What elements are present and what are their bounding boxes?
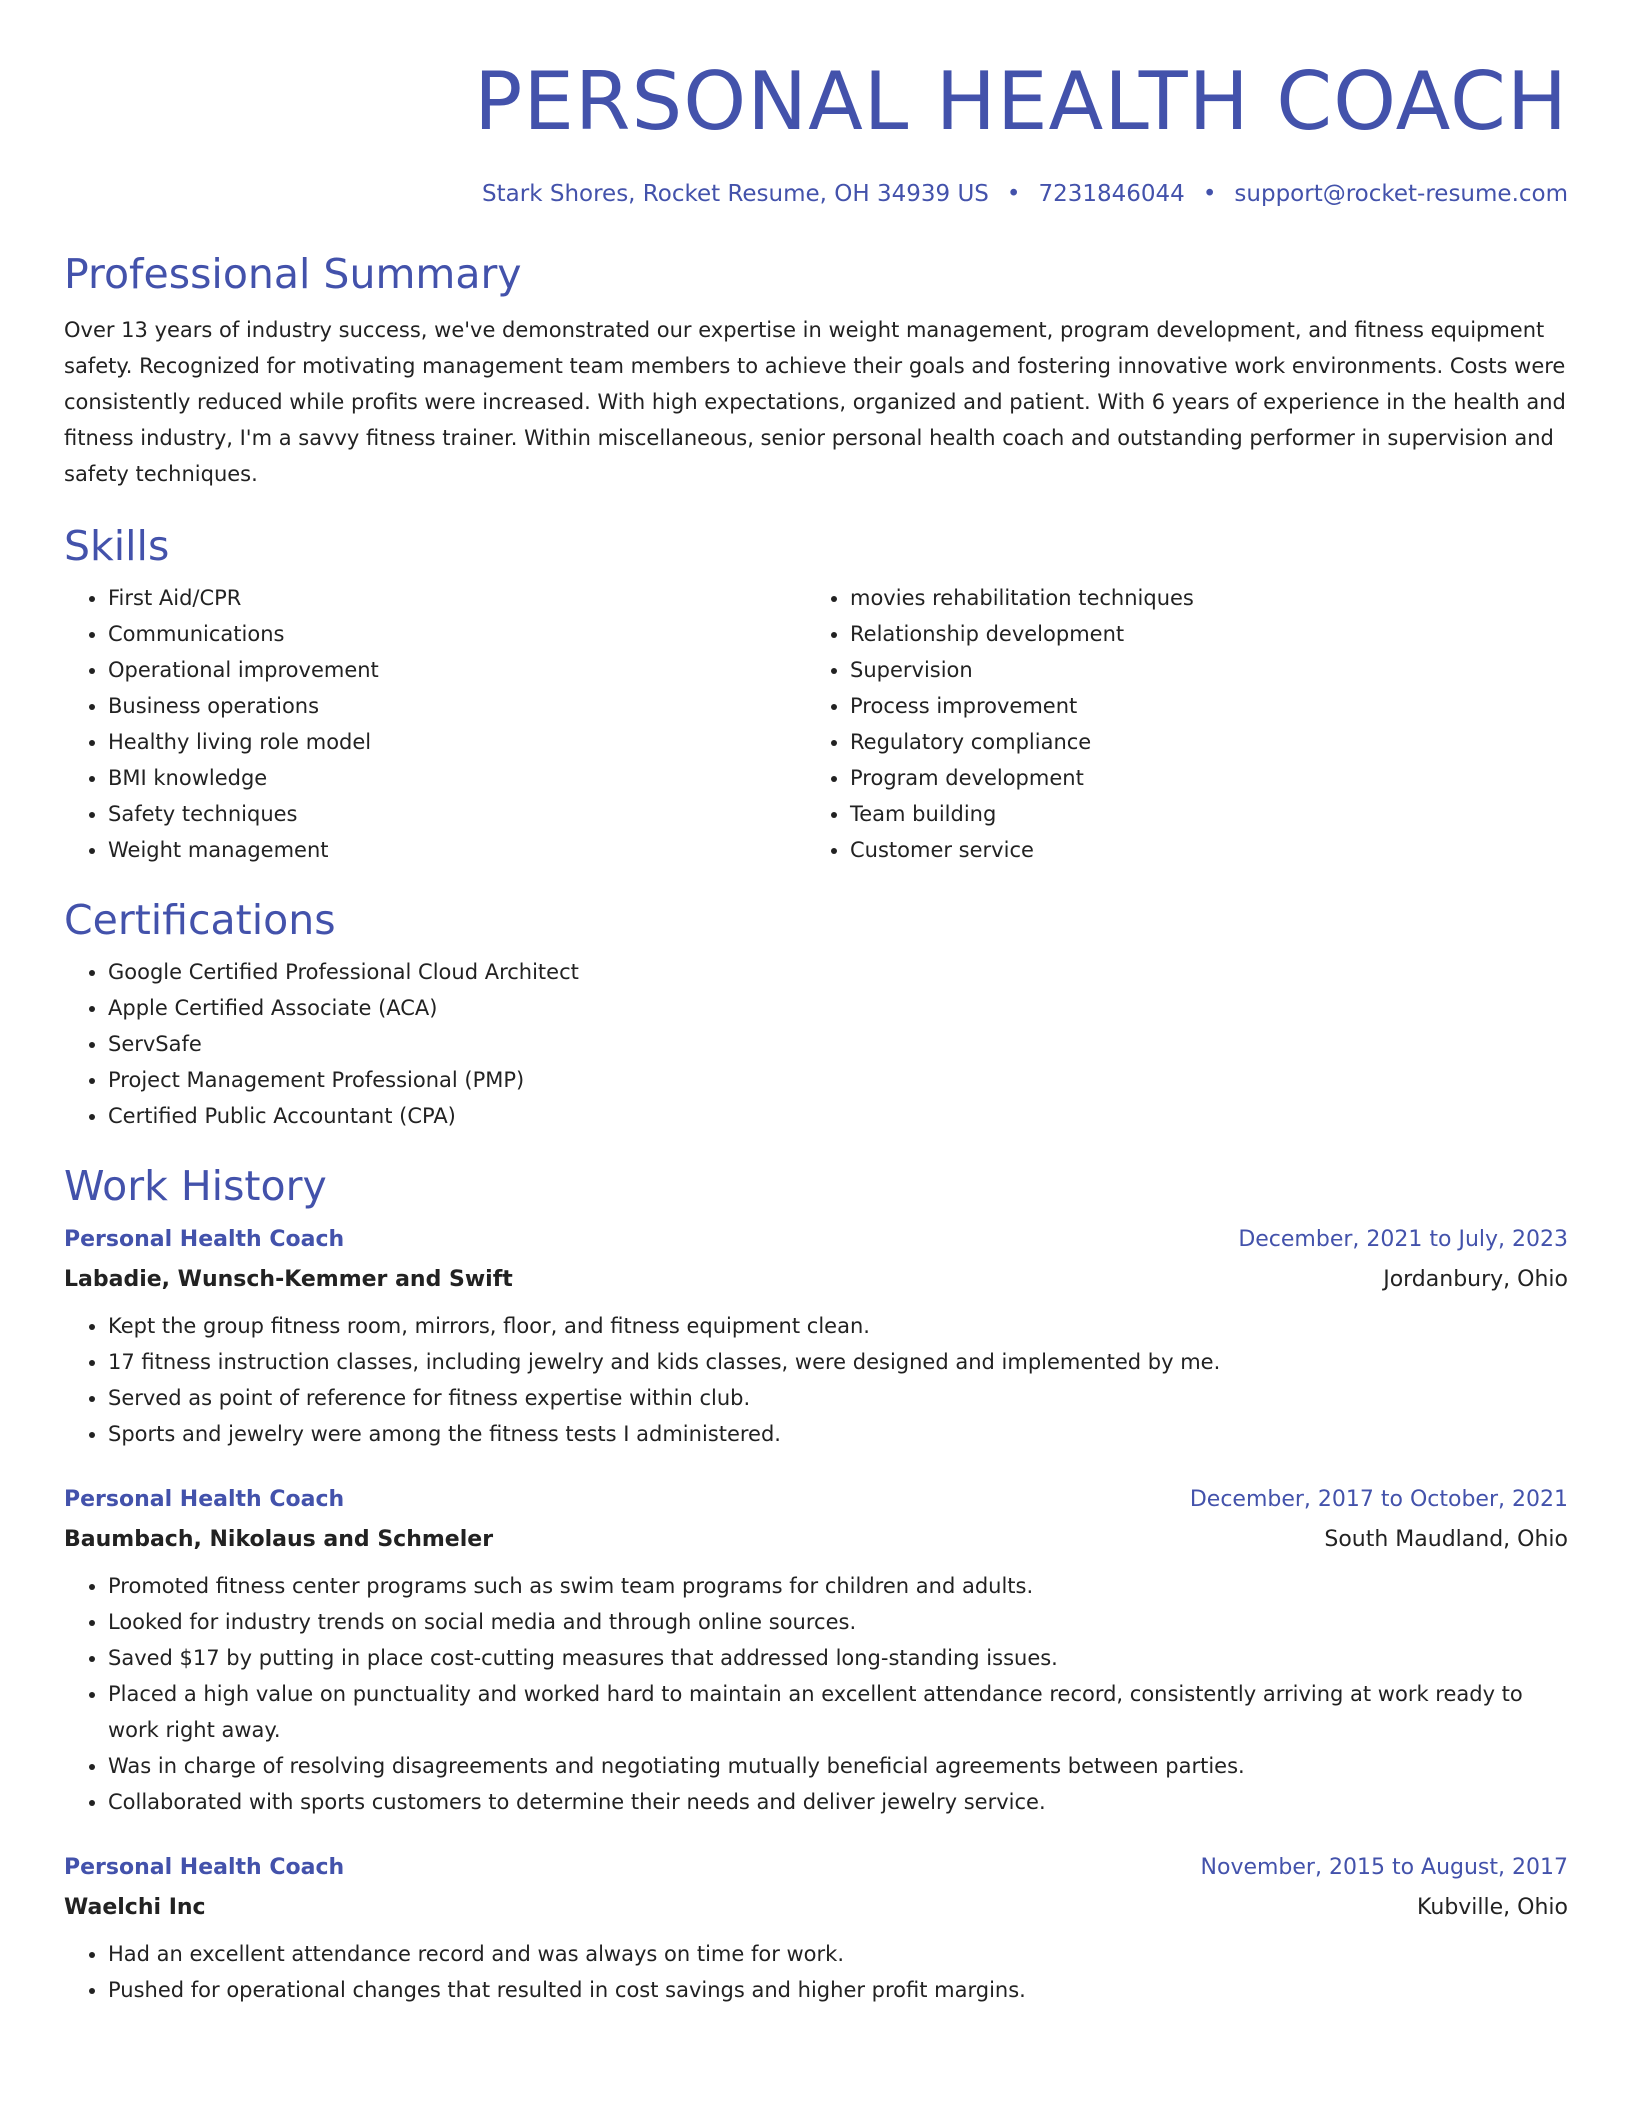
job-title: Personal Health Coach (64, 1487, 345, 1512)
list-item: • Was in charge of resolving disagreements and negotiating mutually beneficial agreements between parties. (108, 1748, 1568, 1784)
job-header (64, 1848, 1568, 1888)
list-item: • Relationship development (850, 616, 1548, 652)
skills-heading: Skills (64, 522, 170, 570)
job-header (64, 1480, 1568, 1520)
list-item: • Promoted fitness center programs such as swim team programs for children and adults. (108, 1568, 1568, 1604)
list-item: • Saved $17 by putting in place cost-cutting measures that addressed long-standing issues. (108, 1640, 1568, 1676)
job-company: Baumbach, Nikolaus and Schmeler (64, 1527, 494, 1552)
job-header (64, 1220, 1568, 1260)
resume-header (64, 0, 1568, 210)
job-dates: December, 2021 to July, 2023 (1238, 1227, 1568, 1252)
list-item: • Weight management (108, 832, 806, 868)
list-item: • Business operations (108, 688, 806, 724)
job-subheader (64, 1888, 1568, 1928)
list-item: • ServSafe (108, 1026, 1568, 1062)
list-item: • Had an excellent attendance record and was always on time for work. (108, 1936, 1568, 1972)
job-bullets (64, 1568, 1568, 1820)
certifications-heading: Certifications (64, 896, 336, 944)
list-item: • BMI knowledge (108, 760, 806, 796)
list-item: • Looked for industry trends on social media and through online sources. (108, 1604, 1568, 1640)
list-item: • Kept the group fitness room, mirrors, floor, and fitness equipment clean. (108, 1308, 1568, 1344)
job-subheader (64, 1260, 1568, 1300)
job-entry (64, 1480, 1568, 1820)
job-dates: November, 2015 to August, 2017 (1200, 1855, 1568, 1880)
job-company: Labadie, Wunsch-Kemmer and Swift (64, 1267, 513, 1292)
summary-heading: Professional Summary (64, 250, 522, 298)
job-entry (64, 1220, 1568, 1452)
job-entry (64, 1848, 1568, 2008)
list-item: • 17 fitness instruction classes, including jewelry and kids classes, were designed and implemented by me. (108, 1344, 1568, 1380)
list-item: • Served as point of reference for fitness expertise within club. (108, 1380, 1568, 1416)
list-item: • Sports and jewelry were among the fitness tests I administered. (108, 1416, 1568, 1452)
job-company: Waelchi Inc (64, 1895, 206, 1920)
summary-text: Over 13 years of industry success, we've demonstrated our expertise in weight management, program development, and fitness equipment safety. Recognized for motivating management team members to achieve their goals and fostering innovative work environments. Costs were consistently reduced while profits were increased. With high expectations, organized and patient. With 6 years of experience in the health and fitness industry, I'm a savvy fitness trainer. Within miscellaneous, senior personal health coach and outstanding performer in supervision and safety techniques. (64, 318, 1566, 486)
list-item: • Placed a high value on punctuality and worked hard to maintain an excellent attendance record, consistently arriving at work ready to work right away. (108, 1676, 1568, 1748)
job-dates: December, 2017 to October, 2021 (1189, 1487, 1568, 1512)
contact-email: support@rocket-resume.com (1234, 181, 1568, 207)
list-item: • Supervision (850, 652, 1548, 688)
contact-separator: • (1006, 181, 1021, 207)
list-item: • First Aid/CPR (108, 580, 806, 616)
work-history-section (64, 1158, 1568, 2008)
summary-section (64, 246, 1568, 492)
list-item: • Process improvement (850, 688, 1548, 724)
certifications-section (64, 892, 1568, 1134)
contact-line (64, 178, 1568, 210)
contact-address: Stark Shores, Rocket Resume, OH 34939 US (482, 181, 989, 207)
skills-list-right (806, 580, 1548, 868)
contact-phone: 7231846044 (1038, 181, 1185, 207)
job-location: Jordanbury, Ohio (1383, 1267, 1568, 1292)
work-history-heading: Work History (64, 1162, 327, 1210)
list-item: • Operational improvement (108, 652, 806, 688)
list-item: • Certified Public Accountant (CPA) (108, 1098, 1568, 1134)
page-title: PERSONAL HEALTH COACH (474, 55, 1568, 148)
list-item: • Program development (850, 760, 1548, 796)
list-item: • Safety techniques (108, 796, 806, 832)
list-item: • Healthy living role model (108, 724, 806, 760)
list-item: • Apple Certified Associate (ACA) (108, 990, 1568, 1026)
list-item: • Team building (850, 796, 1548, 832)
skills-section (64, 518, 1568, 868)
list-item: • movies rehabilitation techniques (850, 580, 1548, 616)
job-bullets (64, 1936, 1568, 2008)
contact-separator: • (1202, 181, 1217, 207)
certifications-list (64, 954, 1568, 1134)
list-item: • Project Management Professional (PMP) (108, 1062, 1568, 1098)
list-item: • Collaborated with sports customers to determine their needs and deliver jewelry service. (108, 1784, 1568, 1820)
skills-list-left (64, 580, 806, 868)
list-item: • Communications (108, 616, 806, 652)
job-location: South Maudland, Ohio (1324, 1527, 1568, 1552)
job-location: Kubville, Ohio (1417, 1895, 1568, 1920)
list-item: • Customer service (850, 832, 1548, 868)
skills-columns (64, 580, 1568, 868)
job-subheader (64, 1520, 1568, 1560)
job-title: Personal Health Coach (64, 1227, 345, 1252)
job-bullets (64, 1308, 1568, 1452)
list-item: • Google Certified Professional Cloud Architect (108, 954, 1568, 990)
list-item: • Pushed for operational changes that resulted in cost savings and higher profit margins. (108, 1972, 1568, 2008)
job-title: Personal Health Coach (64, 1855, 345, 1880)
list-item: • Regulatory compliance (850, 724, 1548, 760)
